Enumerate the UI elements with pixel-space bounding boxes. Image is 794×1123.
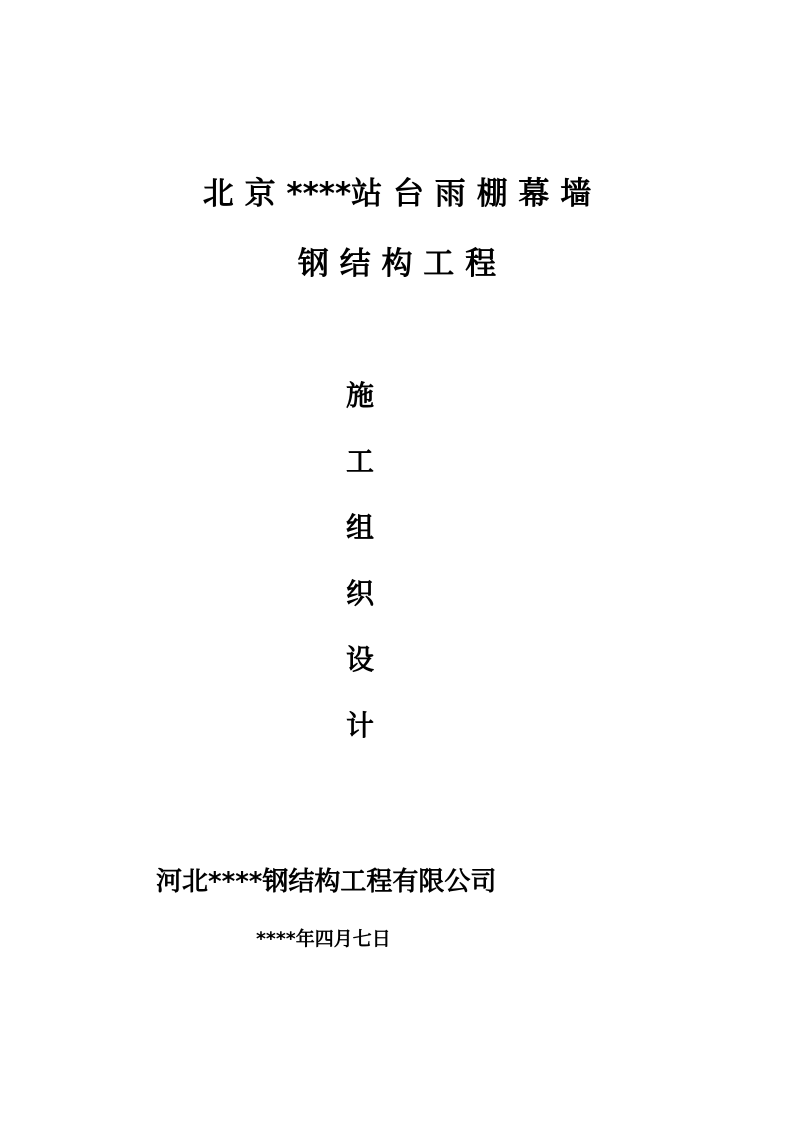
project-title-line-1: 北 京 ****站 台 雨 棚 幕 墙 [202, 176, 592, 212]
document-date: ****年四月七日 [256, 928, 391, 950]
project-title-line-2: 钢 结 构 工 程 [297, 246, 497, 282]
document-type-vertical [340, 376, 380, 772]
document-type-char: 工 [345, 445, 374, 478]
company-name: 河北****钢结构工程有限公司 [156, 867, 497, 897]
document-type-char: 计 [345, 709, 374, 742]
document-type-char: 组 [345, 511, 374, 544]
document-type-char: 施 [345, 379, 374, 412]
document-type-char: 设 [345, 643, 374, 676]
document-type-char: 织 [345, 577, 374, 610]
